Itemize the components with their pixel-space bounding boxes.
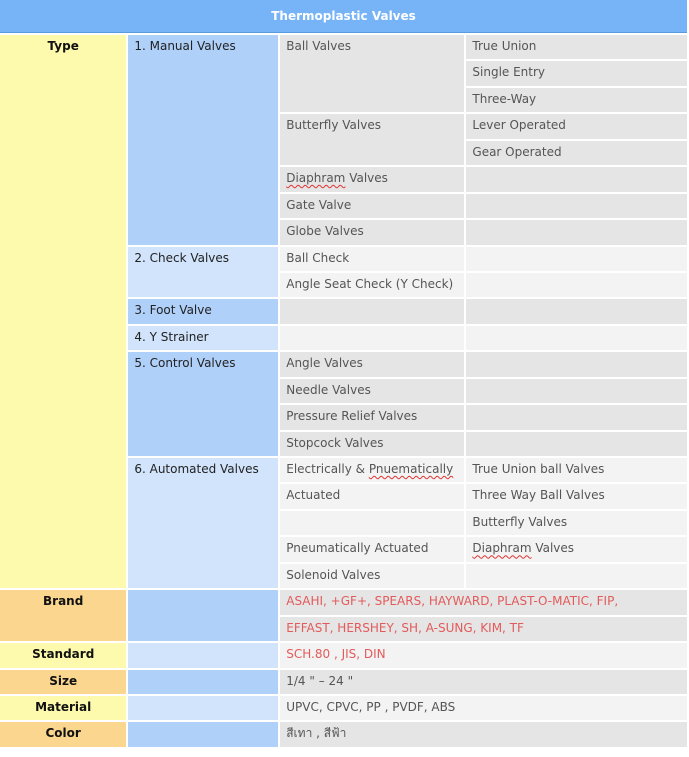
automated-diaphram-cell — [466, 537, 687, 561]
material-value: UPVC, CPVC, PP , PVDF, ABS — [280, 696, 687, 720]
pressure-relief-cell: Pressure Relief Valves — [280, 405, 464, 429]
empty-cell — [280, 299, 464, 323]
pneumatically-actuated-cell: Pneumatically Actuated — [280, 537, 464, 561]
y-strainer-label: 4. Y Strainer — [128, 326, 278, 350]
table-title: Thermoplastic Valves — [0, 0, 687, 33]
manual-valves-label: 1. Manual Valves — [128, 35, 278, 245]
standard-value: SCH.80 , JIS, DIN — [280, 643, 687, 667]
automated-butterfly-cell: Butterfly Valves — [466, 511, 687, 535]
lever-operated-cell: Lever Operated — [466, 114, 687, 138]
electrically-text: Electrically & — [286, 462, 369, 476]
material-label: Material — [0, 696, 126, 720]
stopcock-valves-cell: Stopcock Valves — [280, 432, 464, 456]
size-label: Size — [0, 670, 126, 694]
needle-valves-cell: Needle Valves — [280, 379, 464, 403]
empty-cell — [466, 194, 687, 218]
three-way-cell: Three-Way — [466, 88, 687, 112]
actuated-cell: Actuated — [280, 484, 464, 508]
standard-spacer — [128, 643, 278, 667]
globe-valves-cell: Globe Valves — [280, 220, 464, 244]
diaphram-word: Diaphram — [286, 171, 346, 186]
true-union-ball-cell: True Union ball Valves — [466, 458, 687, 482]
brand-label: Brand — [0, 590, 126, 641]
check-valves-label: 2. Check Valves — [128, 247, 278, 298]
diaphram-suffix: Valves — [345, 171, 388, 186]
brand-spacer — [128, 590, 278, 641]
brand-line-1: ASAHI, +GF+, SPEARS, HAYWARD, PLAST-O-MATIC, FIP, — [280, 590, 687, 614]
automated-valves-label: 6. Automated Valves — [128, 458, 278, 588]
ball-check-cell: Ball Check — [280, 247, 464, 271]
single-entry-cell: Single Entry — [466, 61, 687, 85]
diaphram-valves-cell — [280, 167, 464, 191]
gate-valve-cell: Gate Valve — [280, 194, 464, 218]
angle-seat-check-cell: Angle Seat Check (Y Check) — [280, 273, 464, 297]
empty-cell — [280, 511, 464, 535]
pnuematically-word: Pnuematically — [368, 462, 454, 476]
ball-valves-cell: Ball Valves — [280, 35, 464, 112]
angle-valves-cell: Angle Valves — [280, 352, 464, 376]
brand-line-2: EFFAST, HERSHEY, SH, A-SUNG, KIM, TF — [280, 617, 687, 641]
diaphram-word: Diaphram — [472, 541, 532, 556]
empty-cell — [280, 326, 464, 350]
empty-cell — [466, 405, 687, 429]
foot-valve-label: 3. Foot Valve — [128, 299, 278, 323]
diaphram-suffix: Valves — [531, 541, 575, 556]
true-union-cell: True Union — [466, 35, 687, 59]
empty-cell — [466, 379, 687, 403]
control-valves-label: 5. Control Valves — [128, 352, 278, 456]
empty-cell — [466, 220, 687, 244]
empty-cell — [466, 564, 687, 588]
solenoid-valves-cell: Solenoid Valves — [280, 564, 464, 588]
standard-label: Standard — [0, 643, 126, 667]
empty-cell — [466, 247, 687, 271]
color-label: Color — [0, 722, 126, 746]
butterfly-valves-cell: Butterfly Valves — [280, 114, 464, 165]
size-value: 1/4 " – 24 " — [280, 670, 687, 694]
gear-operated-cell: Gear Operated — [466, 141, 687, 165]
empty-cell — [466, 432, 687, 456]
color-spacer — [128, 722, 278, 746]
electrically-pneumatically-cell — [280, 458, 464, 482]
material-spacer — [128, 696, 278, 720]
empty-cell — [466, 352, 687, 376]
type-label: Type — [0, 35, 126, 588]
empty-cell — [466, 167, 687, 191]
empty-cell — [466, 326, 687, 350]
empty-cell — [466, 299, 687, 323]
color-value: สีเทา , สีฟ้า — [280, 722, 687, 746]
empty-cell — [466, 273, 687, 297]
size-spacer — [128, 670, 278, 694]
three-way-ball-cell: Three Way Ball Valves — [466, 484, 687, 508]
